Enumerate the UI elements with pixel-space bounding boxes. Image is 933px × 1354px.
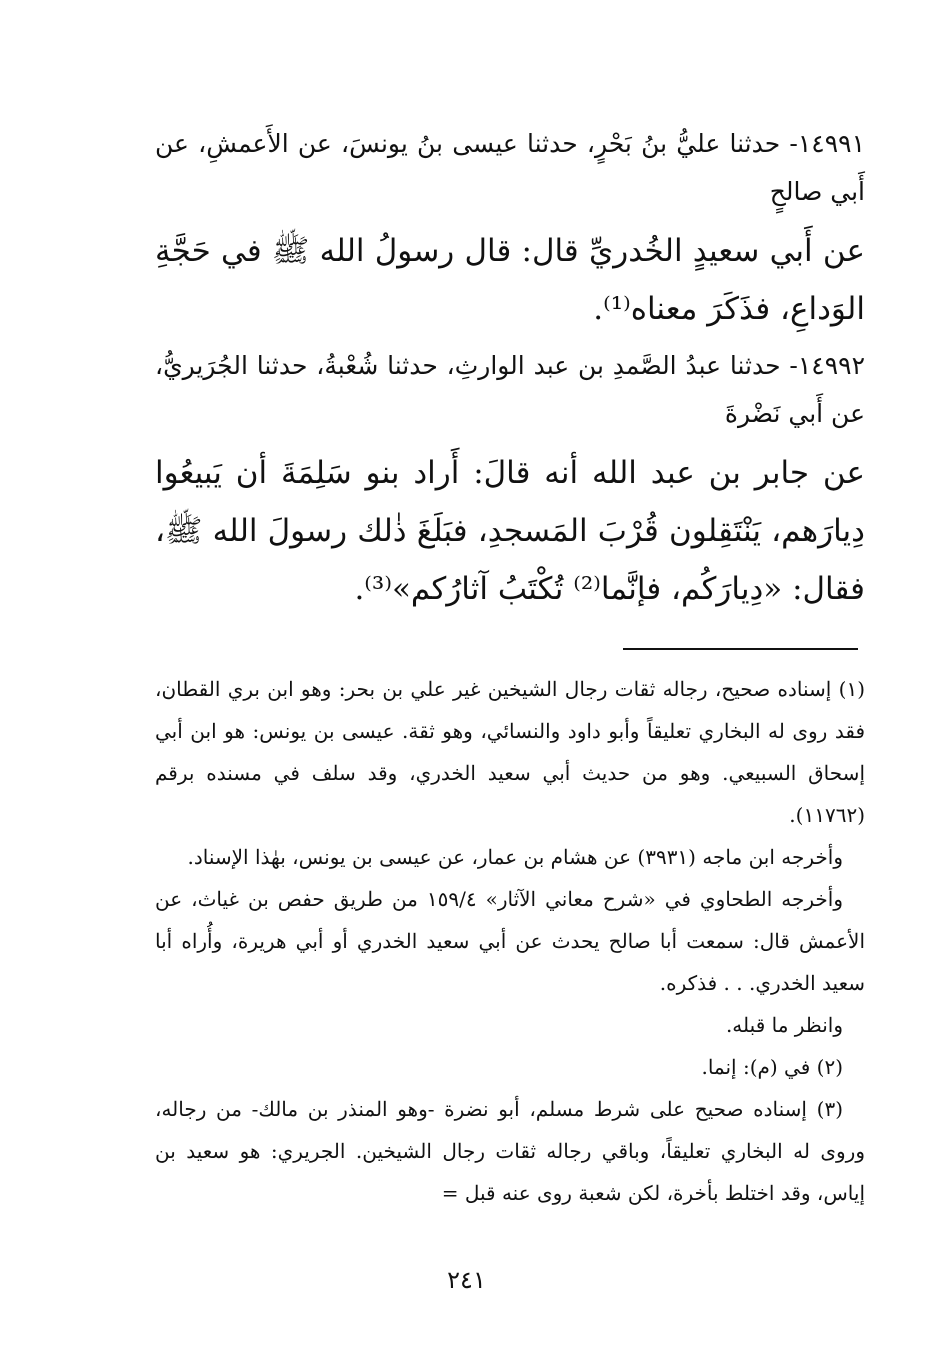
footnote-1-see-previous: وانظر ما قبله. xyxy=(725,1013,843,1037)
hadith-14992-matn: عن جابر بن عبد الله أنه قالَ: أَراد بنو سَلِمَةَ أن يَبيعُوا دِيارَهم، يَنْتَقِلون قُرْبَ المَسجدِ، فبَلَغَ ذٰلك رسولَ الله ﷺ، فقال: «دِيارَكُم، فإنَّما⁽²⁾ تُكْتَبُ آثارُكم»⁽³⁾. xyxy=(155,455,865,607)
hadith-14991-isnad: ١٤٩٩١- حدثنا عليُّ بنُ بَحْرٍ، حدثنا عيسى بنُ يونسَ، عن الأَعمشِ، عن أَبي صالحٍ xyxy=(155,129,865,206)
hadith-14992-isnad: ١٤٩٩٢- حدثنا عبدُ الصَّمدِ بن عبد الوارثِ، حدثنا شُعْبةُ، حدثنا الجُرَيريُّ، عن أَبي نَضْرةَ xyxy=(155,351,866,428)
footnote-3: (٣) إسناده صحيح على شرط مسلم، أبو نضرة -وهو المنذر بن مالك- من رجاله، وروى له البخاري تعليقاً، وباقي رجاله ثقات رجال الشيخين. الجريري: هو سعيد بن إياس، وقد اختلط بأخرة، لكن شعبة روى عنه قبل = xyxy=(155,1097,865,1205)
footnote-1-ibn-majah: وأخرجه ابن ماجه (٣٩٣١) عن هشام بن عمار، عن عيسى بن يونس، بهٰذا الإسناد. xyxy=(187,845,843,869)
footnote-1-tahawi: وأخرجه الطحاوي في «شرح معاني الآثار» ١٥٩/٤ من طريق حفص بن غياث، عن الأعمش قال: سمعت أبا صالح يحدث عن أبي سعيد الخدري أو أبي هريرة، وأُراه أبا سعيد الخدري. . . فذكره. xyxy=(155,887,865,995)
footnote-1: (١) إسناده صحيح، رجاله ثقات رجال الشيخين غير علي بن بحر: وهو ابن بري القطان، فقد روى له البخاري تعليقاً وأبو داود والنسائي، وهو ثقة. عيسى بن يونس: هو ابن أبي إسحاق السبيعي. وهو من حديث أبي سعيد الخدري، وقد سلف في مسنده برقم (١١٧٦٢). xyxy=(155,677,865,827)
footnotes-section xyxy=(155,668,865,1214)
footnote-2: (٢) في (م): إنما. xyxy=(701,1055,843,1079)
footnote-separator-rule xyxy=(623,648,858,650)
hadith-14991-matn: عن أَبي سعيدٍ الخُدريِّ قال: قال رسولُ الله ﷺ في حَجَّةِ الوَداعِ، فذَكَرَ معناه⁽¹⁾. xyxy=(155,233,865,327)
page-number: ٢٤١ xyxy=(447,1266,486,1294)
